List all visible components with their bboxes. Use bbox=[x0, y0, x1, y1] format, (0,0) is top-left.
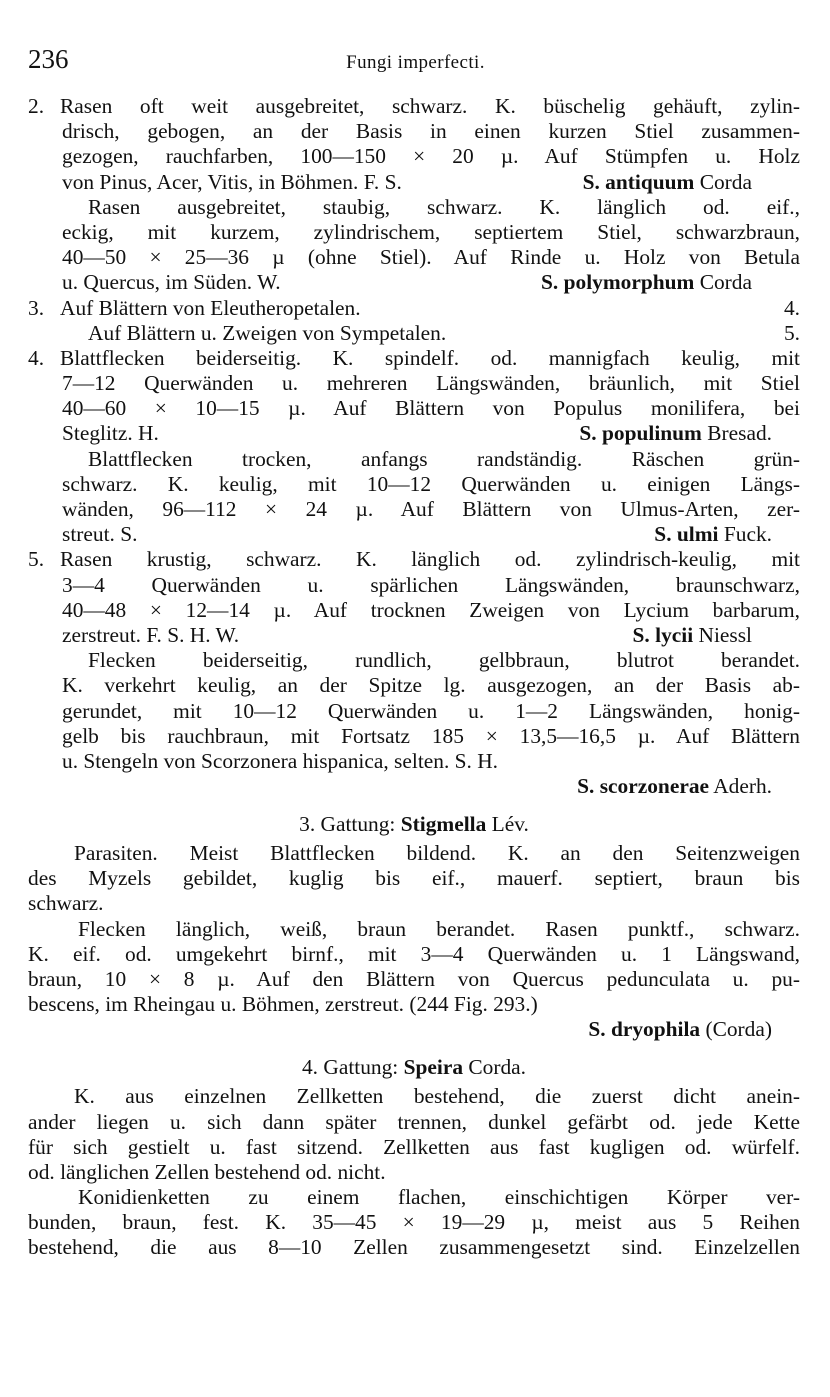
page-number: 236 bbox=[28, 44, 69, 74]
text-line: 7—12 Querwänden u. mehreren Längswänden, bräunlich, mit Stiel bbox=[62, 371, 800, 396]
text-line bbox=[28, 321, 800, 346]
key-number: 2. bbox=[28, 94, 45, 118]
text-line: K. verkehrt keulig, an der Spitze lg. ausgezogen, an der Basis ab- bbox=[62, 673, 800, 698]
species-author: Corda bbox=[699, 270, 752, 295]
species-author: Niessl bbox=[698, 622, 752, 647]
text-line: od. länglichen Zellen bestehend od. nicht. bbox=[28, 1159, 386, 1184]
species-author: Bresad. bbox=[707, 421, 772, 446]
text-line: Parasiten. Meist Blattflecken bildend. K. an den Seitenzweigen bbox=[74, 841, 800, 866]
text-span: Auf Blättern u. Zweigen von Sympetalen. bbox=[88, 320, 447, 345]
key-number: 3. bbox=[28, 295, 45, 320]
species-entry bbox=[654, 522, 800, 547]
text-line: ander liegen u. sich dann später trennen, dunkel gefärbt od. jede Kette bbox=[28, 1109, 800, 1134]
spacer bbox=[28, 799, 800, 812]
text-line: bunden, braun, fest. K. 35—45 × 19—29 µ, meist aus 5 Reihen bbox=[28, 1210, 800, 1235]
genus-heading bbox=[28, 812, 800, 837]
text-line: 40—60 × 10—15 µ. Auf Blättern von Populus monilifera, bei bbox=[62, 396, 800, 421]
text-span: streut. S. bbox=[62, 522, 138, 547]
running-title: Fungi imperfecti. bbox=[346, 52, 485, 73]
text-span: u. Quercus, im Süden. W. bbox=[62, 270, 281, 295]
text-line: bestehend, die aus 8—10 Zellen zusammengesetzt sind. Einzelzellen bbox=[28, 1235, 800, 1260]
text-line bbox=[28, 346, 800, 371]
genus-name: Stigmella bbox=[400, 811, 487, 836]
genus-name: Speira bbox=[403, 1055, 464, 1080]
text-span: Steglitz. H. bbox=[62, 421, 159, 446]
text-line: 40—50 × 25—36 µ (ohne Stiel). Auf Rinde u. Holz von Betula bbox=[62, 245, 800, 270]
species-name: S. lycii bbox=[632, 622, 694, 647]
text-line: des Myzels gebildet, kuglig bis eif., mauerf. septiert, braun bis bbox=[28, 866, 800, 891]
genus-heading bbox=[28, 1055, 800, 1080]
species-name: S. dryophila bbox=[588, 1017, 701, 1042]
text-line: für sich gestielt u. fast sitzend. Zellketten aus fast kugligen od. würfelf. bbox=[28, 1134, 800, 1159]
text-span: Auf Blättern von Eleutheropetalen. bbox=[60, 295, 361, 320]
text-line: gelb bis rauchbraun, mit Fortsatz 185 × 13,5—16,5 µ. Auf Blättern bbox=[62, 723, 800, 748]
text-line: Flecken beiderseitig, rundlich, gelbbraun, blutrot berandet. bbox=[88, 648, 800, 673]
spacer bbox=[28, 1043, 800, 1056]
genus-author: Lév. bbox=[491, 811, 529, 836]
key-number: 5. bbox=[28, 547, 45, 572]
genus-author: Corda. bbox=[468, 1055, 526, 1080]
text-line bbox=[28, 421, 800, 446]
text-span: von Pinus, Acer, Vitis, in Böhmen. F. S. bbox=[62, 169, 402, 194]
text-span: Rasen oft weit ausgebreitet, schwarz. K. büschelig gehäuft, zylin- bbox=[60, 94, 800, 118]
text-line bbox=[28, 296, 800, 321]
key-lead bbox=[28, 296, 361, 321]
text-line bbox=[28, 170, 800, 195]
species-entry bbox=[541, 270, 800, 295]
text-line bbox=[28, 1017, 800, 1042]
key-target: 4. bbox=[783, 295, 800, 320]
species-name: S. ulmi bbox=[654, 522, 719, 547]
species-entry bbox=[633, 623, 800, 648]
species-entry bbox=[579, 421, 800, 446]
species-author: Corda bbox=[699, 169, 752, 194]
text-line: Konidienketten zu einem flachen, einschichtigen Körper ver- bbox=[78, 1185, 800, 1210]
text-line: K. aus einzelnen Zellketten bestehend, die zuerst dicht anein- bbox=[74, 1084, 800, 1109]
text-line: bescens, im Rheingau u. Böhmen, zerstreut. (244 Fig. 293.) bbox=[28, 992, 538, 1017]
text-line: braun, 10 × 8 µ. Auf den Blättern von Quercus pedunculata u. pu- bbox=[28, 966, 800, 991]
text-span: zerstreut. F. S. H. W. bbox=[62, 622, 240, 647]
species-name: S. populinum bbox=[579, 421, 702, 446]
text-line: Flecken länglich, weiß, braun berandet. Rasen punktf., schwarz. bbox=[78, 916, 800, 941]
genus-heading-prefix: 3. Gattung: bbox=[299, 811, 396, 836]
text-line: gezogen, rauchfarben, 100—150 × 20 µ. Auf Stümpfen u. Holz bbox=[62, 144, 800, 169]
text-line: eckig, mit kurzem, zylindrischem, septiertem Stiel, schwarzbraun, bbox=[62, 219, 800, 244]
text-line: drisch, gebogen, an der Basis in einen kurzen Stiel zusammen- bbox=[62, 119, 800, 144]
genus-heading-prefix: 4. Gattung: bbox=[301, 1055, 399, 1080]
text-line: 3—4 Querwänden u. spärlichen Längswänden, braunschwarz, bbox=[62, 572, 800, 597]
text-line: u. Stengeln von Scorzonera hispanica, selten. S. H. bbox=[62, 748, 499, 773]
text-line bbox=[28, 547, 800, 572]
text-line: K. eif. od. umgekehrt birnf., mit 3—4 Querwänden u. 1 Längswand, bbox=[28, 941, 800, 966]
page-header bbox=[28, 44, 803, 84]
text-line bbox=[28, 774, 800, 799]
key-target: 5. bbox=[783, 320, 800, 345]
text-line bbox=[28, 270, 800, 295]
text-line bbox=[28, 623, 800, 648]
species-name: S. scorzonerae bbox=[577, 774, 710, 799]
species-author: Fuck. bbox=[723, 522, 772, 547]
text-line bbox=[28, 522, 800, 547]
text-line: schwarz. K. keulig, mit 10—12 Querwänden u. einigen Längs- bbox=[62, 471, 800, 496]
text-line: gerundet, mit 10—12 Querwänden u. 1—2 Längswänden, honig- bbox=[62, 698, 800, 723]
species-author: (Corda) bbox=[705, 1017, 772, 1042]
text-line: Blattflecken trocken, anfangs randständig. Räschen grün- bbox=[88, 446, 800, 471]
text-line: schwarz. bbox=[28, 891, 104, 916]
species-name: S. polymorphum bbox=[541, 270, 695, 295]
text-span: Blattflecken beiderseitig. K. spindelf. od. mannigfach keulig, mit bbox=[60, 345, 800, 370]
text-line bbox=[28, 94, 800, 119]
species-name: S. antiquum bbox=[582, 169, 695, 194]
body-text bbox=[28, 94, 800, 1261]
species-author: Aderh. bbox=[713, 774, 772, 799]
species-entry bbox=[583, 170, 800, 195]
text-line: Rasen ausgebreitet, staubig, schwarz. K. länglich od. eif., bbox=[88, 194, 800, 219]
text-line: 40—48 × 12—14 µ. Auf trocknen Zweigen von Lycium barbarum, bbox=[62, 597, 800, 622]
text-span: Rasen krustig, schwarz. K. länglich od. zylindrisch-keulig, mit bbox=[60, 547, 800, 572]
key-number: 4. bbox=[28, 345, 45, 370]
text-line: wänden, 96—112 × 24 µ. Auf Blättern von Ulmus-Arten, zer- bbox=[62, 497, 800, 521]
